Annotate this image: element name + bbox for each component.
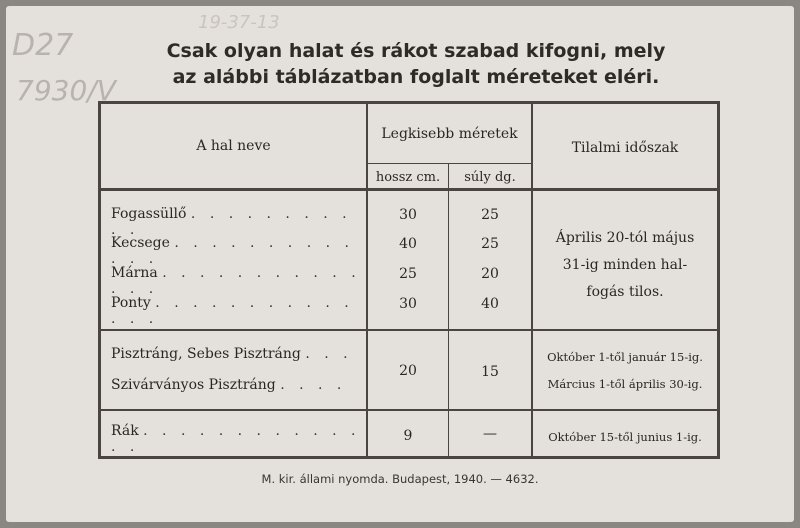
size-limits-table — [98, 101, 720, 459]
closed-season-group1 — [533, 225, 717, 306]
header-divider — [101, 188, 717, 191]
table-row — [111, 346, 366, 362]
length-value: 25 — [399, 266, 417, 282]
season-text: Április 20-tól május — [555, 230, 695, 246]
leader-dots: . . . . . . . . . . . . . . — [111, 423, 361, 455]
length-value: 9 — [403, 428, 413, 444]
table-row — [111, 377, 366, 393]
length-value: 40 — [399, 236, 417, 252]
fishing-regulation-card — [6, 6, 794, 522]
weight-value: 20 — [481, 266, 499, 282]
handwritten-note-date: 19-37-13 — [198, 12, 280, 33]
leader-dots: . . . . . . . . . . . . . — [111, 235, 354, 267]
title-line-1: Csak olyan halat és rákot szabad kifogni, mely — [166, 40, 666, 62]
weight-value: 25 — [481, 236, 499, 252]
closed-season-group2-line1: Október 1-től január 15-ig. — [547, 350, 703, 364]
table-row — [111, 206, 366, 238]
title-line-2: az alábbi táblázatban foglalt méreteket eléri. — [172, 66, 660, 88]
season-text: 31-ig minden hal- — [562, 257, 688, 273]
fish-name: Ponty — [111, 295, 151, 311]
header-fish-name: A hal neve — [196, 138, 271, 154]
weight-value: — — [483, 426, 497, 442]
table-row — [111, 265, 366, 297]
header-weight: súly dg. — [464, 170, 516, 185]
leader-dots: . . . . — [280, 377, 347, 393]
fish-name: Kecsege — [111, 235, 170, 251]
leader-dots: . . . . . . . . . . . . . . — [111, 265, 361, 297]
subheader-divider — [366, 163, 531, 164]
notice-title — [116, 38, 716, 90]
season-text: fogás tilos. — [586, 284, 664, 300]
table-row — [111, 295, 366, 327]
table-row — [111, 423, 366, 455]
table-row — [111, 235, 366, 267]
leader-dots: . . . — [305, 346, 353, 362]
fish-name: Márna — [111, 265, 158, 281]
fish-name: Szivárványos Pisztráng — [111, 377, 276, 393]
leader-dots: . . . . . . . . . . . — [111, 206, 352, 238]
closed-season-group2-line2: Március 1-től április 30-ig. — [547, 377, 703, 391]
header-length: hossz cm. — [375, 170, 441, 185]
closed-season-group3: Október 15-től junius 1-ig. — [548, 430, 702, 444]
weight-value: 25 — [481, 207, 499, 223]
group-divider-1 — [101, 329, 717, 331]
group-divider-2 — [101, 409, 717, 411]
weight-value: 15 — [481, 364, 499, 380]
length-value: 30 — [399, 207, 417, 223]
handwritten-note-number: 7930/V — [16, 74, 116, 107]
length-value: 20 — [399, 363, 417, 379]
length-value: 30 — [399, 296, 417, 312]
handwritten-note-d27: D27 — [12, 28, 74, 63]
leader-dots: . . . . . . . . . . . . . . — [111, 295, 354, 327]
fish-name: Rák — [111, 423, 139, 439]
fish-name: Fogassüllő — [111, 206, 187, 222]
header-min-sizes: Legkisebb méretek — [381, 126, 518, 142]
weight-value: 40 — [481, 296, 499, 312]
printer-imprint: M. kir. állami nyomda. Budapest, 1940. — 4632. — [261, 472, 539, 486]
fish-name: Pisztráng, Sebes Pisztráng — [111, 346, 301, 362]
header-closed-season: Tilalmi időszak — [571, 140, 679, 156]
